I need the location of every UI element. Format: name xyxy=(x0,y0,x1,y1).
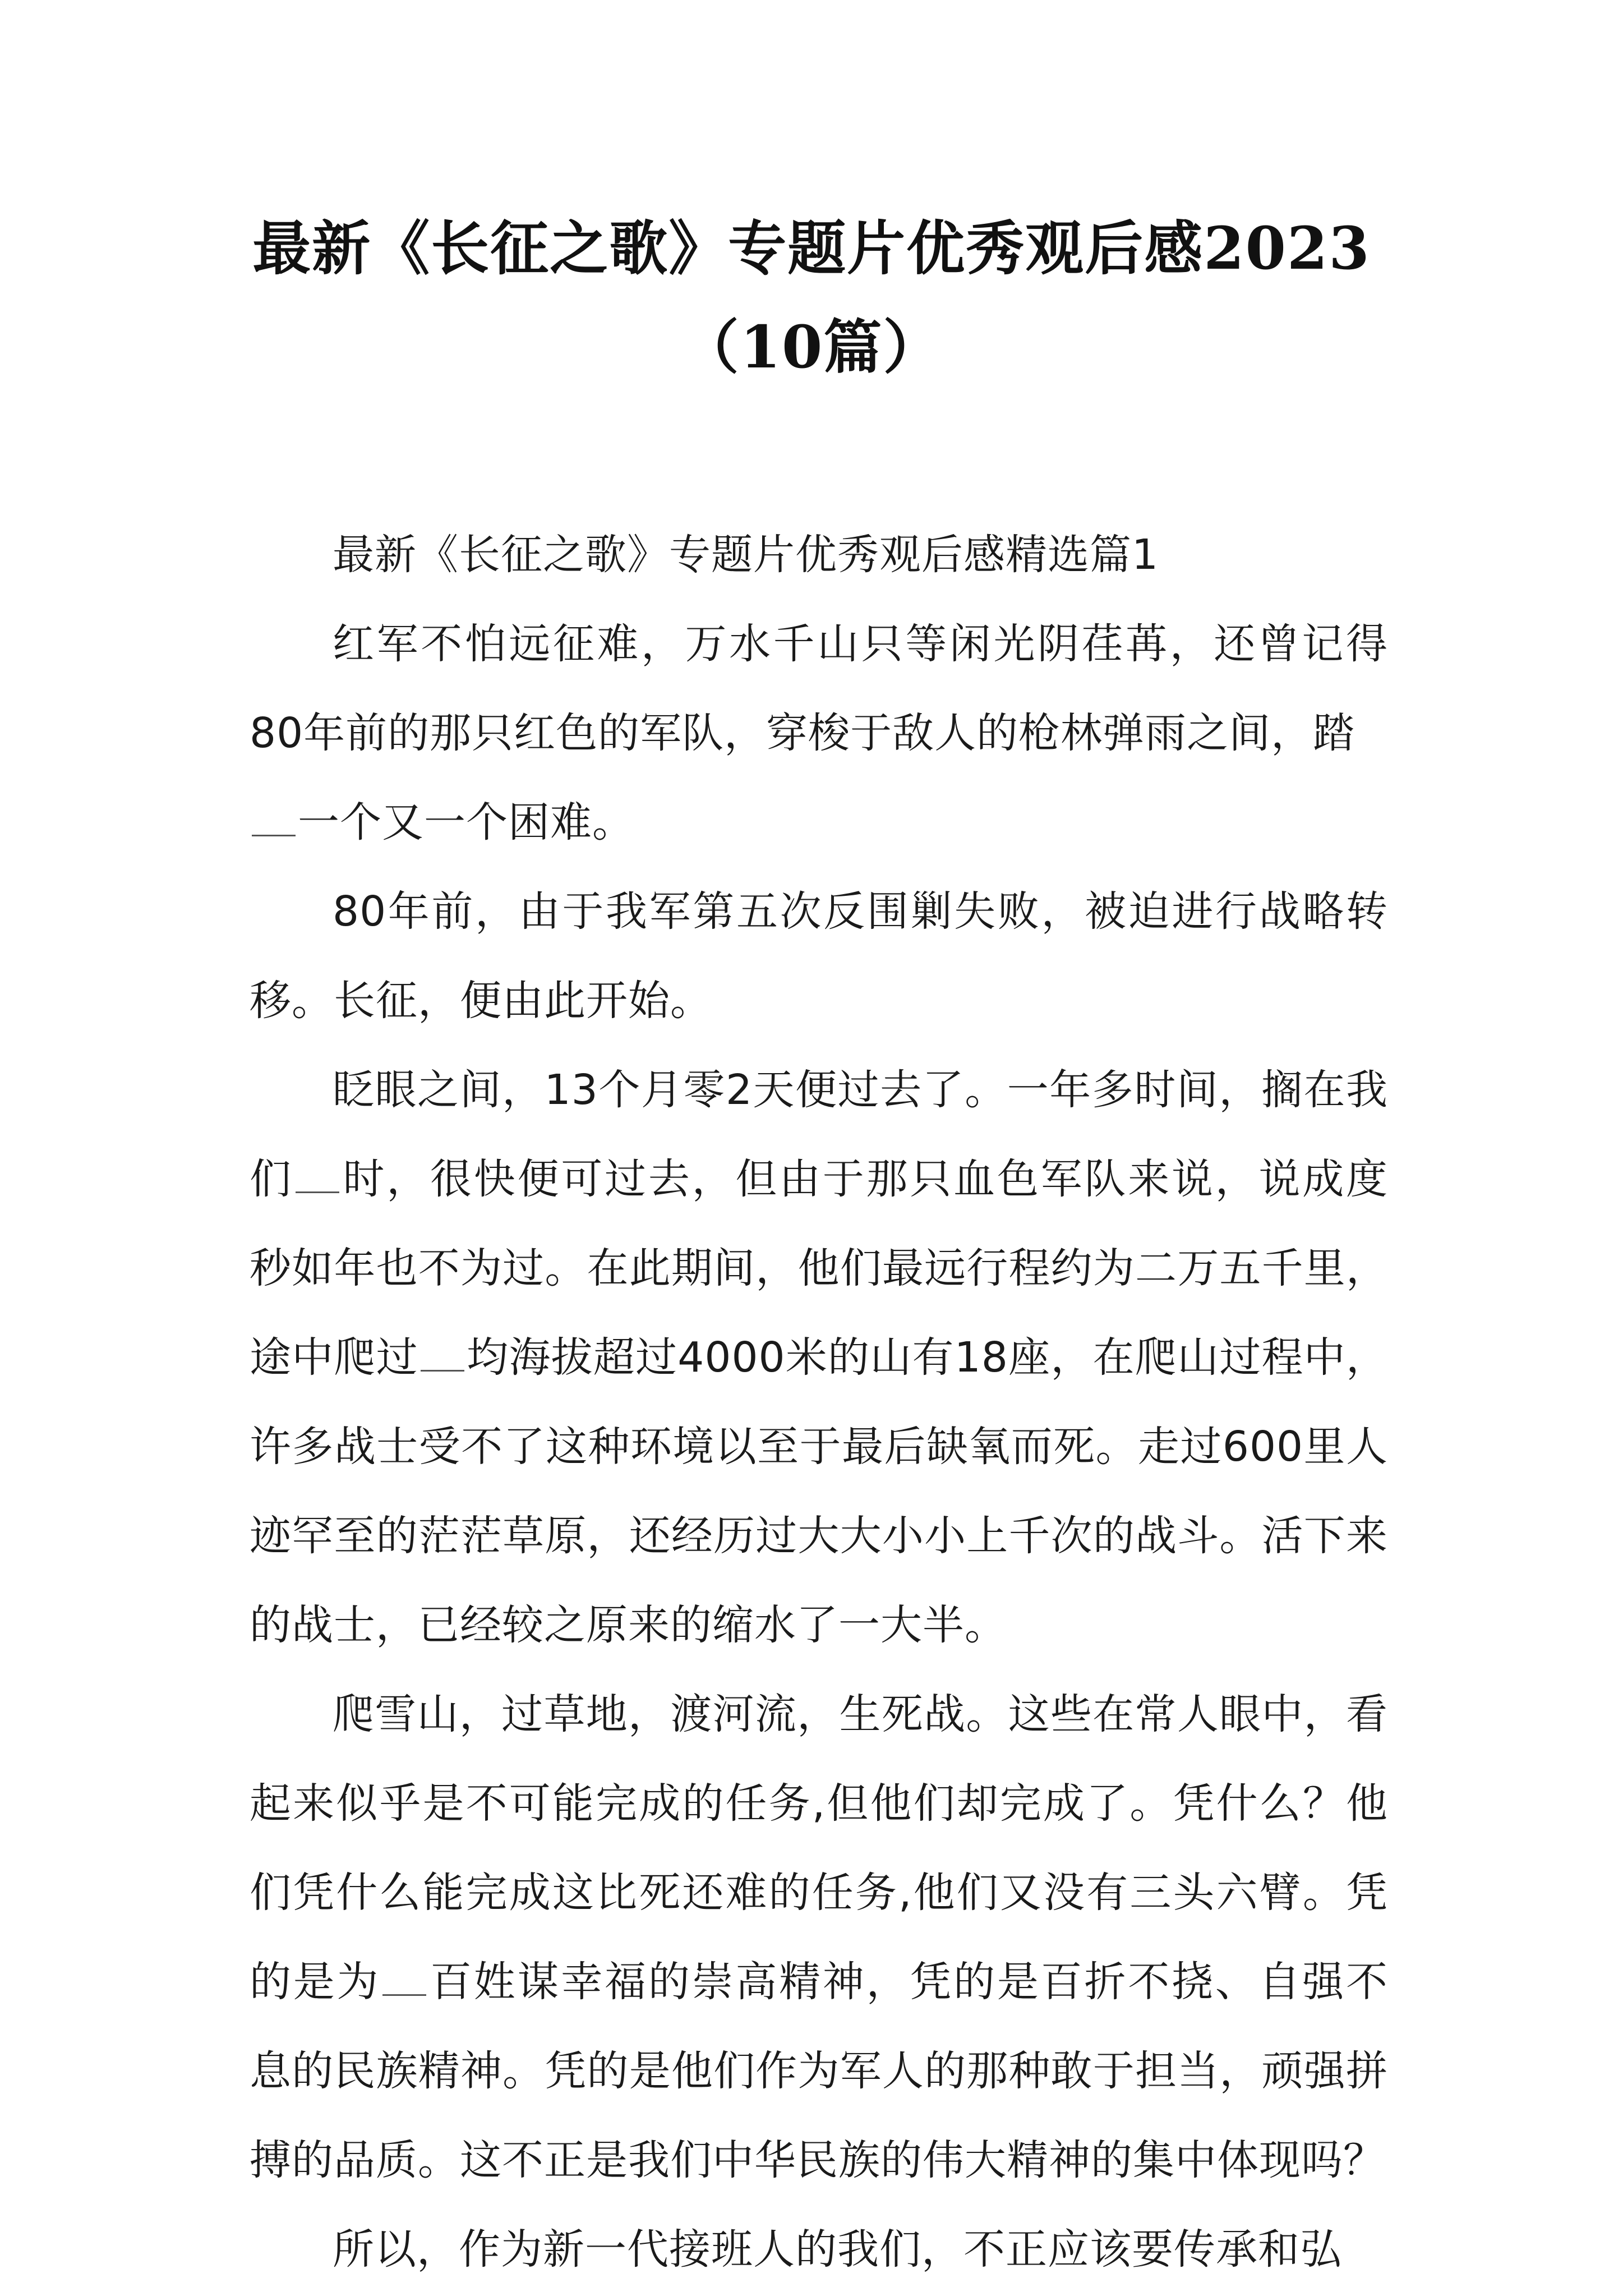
text-segment: 时，很快便可过去，但由于那只血色军队来说，说成度秒如年也不为过。在此期间，他们最远行程约为二万五千里，途中爬过 xyxy=(250,1155,1389,1382)
text-segment: 所以，作为新一代接班人的我们，不正应该要传承和弘 xyxy=(333,2225,1342,2274)
blank-underline xyxy=(252,793,296,836)
text-segment: 最新《长征之歌》专题片优秀观后感精选篇1 xyxy=(333,531,1159,579)
blank-underline xyxy=(382,1953,426,1996)
paragraph-4 xyxy=(250,1670,1388,2205)
text-segment: 红军不怕远征难，万水千山只等闲光阴荏苒，还曾记得80年前的那只红色的军队，穿梭于敌人的枪林弹雨之间，踏 xyxy=(250,620,1388,757)
paragraph-1 xyxy=(250,600,1388,867)
blank-underline xyxy=(296,1150,339,1193)
paragraph-5 xyxy=(250,2205,1388,2294)
paragraph-3 xyxy=(250,1046,1388,1670)
blank-underline xyxy=(421,1328,464,1372)
paragraph-2 xyxy=(250,867,1388,1046)
text-segment: 80年前，由于我军第五次反围剿失败，被迫进行战略转移。长征，便由此开始。 xyxy=(250,887,1388,1025)
section-heading xyxy=(250,510,1388,600)
title-line-2: （10篇） xyxy=(680,312,943,381)
text-segment: 爬雪山，过草地，渡河流，生死战。这些在常人眼中，看起来似乎是不可能完成的任务,但他们却完成了。凭什么？他们凭什么能完成这比死还难的任务,他们又没有三头六臂。凭的是为 xyxy=(250,1690,1388,2006)
text-segment: 一个又一个困难。 xyxy=(298,798,634,846)
document-body xyxy=(250,510,1388,2294)
title-line-1: 最新《长征之歌》专题片优秀观后感2023 xyxy=(252,214,1371,283)
text-segment: 百姓谋幸福的崇高精神，凭的是百折不挠、自强不息的民族精神。凭的是他们作为军人的那种敢于担当，顽强拼搏的品质。这不正是我们中华民族的伟大精神的集中体现吗？ xyxy=(250,1958,1388,2184)
document-title xyxy=(224,199,1399,397)
text-segment: 眨眼之间，13个月零2天便过去了。一年多时间，搁在我们 xyxy=(250,1066,1388,1203)
text-segment: 均海拔超过4000米的山有18座，在爬山过程中，许多战士受不了这种环境以至于最后缺氧而死。走过600里人迹罕至的茫茫草原，还经历过大大小小上千次的战斗。活下来的战士，已经较之原来的缩水了一大半。 xyxy=(250,1333,1389,1649)
